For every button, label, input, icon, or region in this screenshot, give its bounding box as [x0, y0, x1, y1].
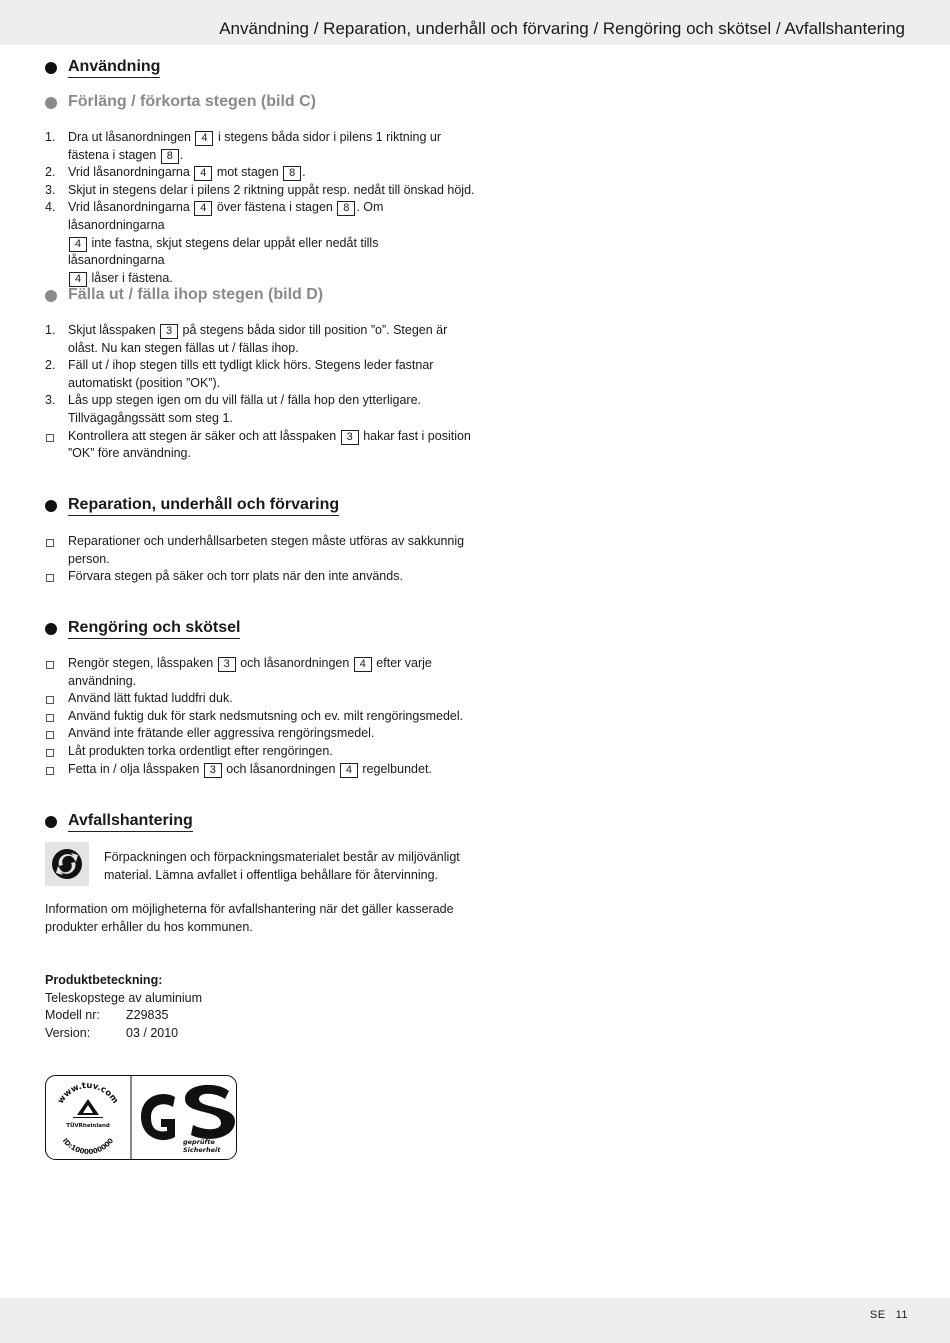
ref-number: 4	[195, 131, 213, 146]
product-info	[45, 972, 202, 1042]
ref-number: 3	[204, 763, 222, 778]
checkbox-bullet-icon	[46, 434, 54, 442]
version-row: Version: 03 / 2010	[45, 1025, 179, 1040]
ref-number: 3	[160, 324, 178, 339]
ref-number: 8	[161, 149, 179, 164]
heading-reparation: Reparation, underhåll och förvaring	[45, 496, 339, 516]
checkbox-bullet-icon	[46, 714, 54, 722]
ref-number: 3	[218, 657, 236, 672]
checkbox-bullet-icon	[46, 661, 54, 669]
reparation-items	[45, 533, 475, 586]
list-item: 1. Skjut låsspaken 3 på stegens båda sidor till position ”o”. Stegen är olåst. Nu kan stegen fällas ut / fällas ihop.	[45, 323, 448, 355]
forlang-steps	[45, 129, 475, 287]
list-item: Använd inte frätande eller aggressiva rengöringsmedel.	[45, 725, 475, 743]
bullet-icon	[45, 97, 57, 109]
heading-anvandning: Användning	[45, 58, 160, 78]
list-item: 2. Fäll ut / ihop stegen tills ett tydligt klick hörs. Stegens leder fastnar automatiskt (position ”OK”).	[45, 358, 434, 390]
list-item: Fetta in / olja låsspaken 3 och låsanordningen 4 regelbundet.	[45, 761, 475, 779]
svg-text:www.tuv.com: www.tuv.com	[56, 1080, 120, 1106]
svg-text:TÜVRheinland: TÜVRheinland	[66, 1123, 110, 1129]
list-item: Förvara stegen på säker och torr plats när den inte används.	[45, 568, 475, 586]
bullet-icon	[45, 290, 57, 302]
bullet-icon	[45, 500, 57, 512]
ref-number: 4	[340, 763, 358, 778]
ref-number: 8	[283, 166, 301, 181]
product-name: Teleskopstege av aluminium	[45, 990, 203, 1005]
ref-number: 4	[354, 657, 372, 672]
bullet-icon	[45, 816, 57, 828]
list-item: Reparationer och underhållsarbeten stegen måste utföras av sakkunnig person.	[45, 533, 475, 568]
heading-falla: Fälla ut / fälla ihop stegen (bild D)	[45, 286, 323, 305]
checkbox-bullet-icon	[46, 767, 54, 775]
checkbox-bullet-icon	[46, 539, 54, 547]
list-item: Använd fuktig duk för stark nedsmutsning och ev. milt rengöringsmedel.	[45, 708, 475, 726]
list-item: Använd lätt fuktad luddfri duk.	[45, 690, 475, 708]
ref-number: 8	[337, 201, 355, 216]
certification-logos	[45, 1075, 237, 1160]
svg-text:ID:1000000000: ID:1000000000	[60, 1136, 116, 1157]
footer-lang: SE	[869, 1309, 886, 1321]
falla-steps	[45, 322, 475, 463]
ref-number: 4	[194, 166, 212, 181]
checkbox-bullet-icon	[46, 696, 54, 704]
ref-number: 3	[341, 430, 359, 445]
ref-number: 4	[69, 272, 87, 287]
checkbox-bullet-icon	[46, 731, 54, 739]
svg-text:geprüfte: geprüfte	[183, 1138, 215, 1146]
heading-avfallshantering: Avfallshantering	[45, 812, 193, 832]
list-item: 3. Skjut in stegens delar i pilens 2 riktning uppåt resp. nedåt till önskad höjd.	[45, 182, 475, 197]
list-item: 4. Vrid låsanordningarna 4 över fästena i stagen 8 . Om låsanordningarna 4 inte fastna, skjut stegens delar uppåt eller nedåt tills låsanordningarna 4 låser i fästena.	[45, 200, 384, 285]
heading-forlang: Förläng / förkorta stegen (bild C)	[45, 93, 316, 112]
packaging-text: Förpackningen och förpackningsmaterialet består av miljövänligt material. Lämna avfallet i offentliga behållare för återvinning.	[104, 850, 460, 882]
page-header-title: Användning / Reparation, underhåll och förvaring / Rengöring och skötsel / Avfallshantering	[219, 19, 905, 38]
ref-number: 4	[194, 201, 212, 216]
footer-page: 11	[895, 1309, 908, 1321]
list-item: Rengör stegen, låsspaken 3 och låsanordningen 4 efter varje användning.	[45, 655, 475, 690]
list-item: Kontrollera att stegen är säker och att låsspaken 3 hakar fast i position ”OK” före användning.	[45, 428, 475, 463]
ref-number: 4	[69, 237, 87, 252]
model-row: Modell nr: Z29835	[45, 1008, 169, 1023]
disposal-info-text: Information om möjligheterna för avfallshantering när det gäller kasserade produkter erhåller du hos kommunen.	[45, 902, 454, 934]
bullet-icon	[45, 623, 57, 635]
list-item: 2. Vrid låsanordningarna 4 mot stagen 8 .	[45, 165, 306, 180]
rengoring-items	[45, 655, 475, 778]
page-number	[870, 1309, 908, 1321]
checkbox-bullet-icon	[46, 574, 54, 582]
list-item: 3. Lås upp stegen igen om du vill fälla ut / fälla hop den ytterligare. Tillvägagångssätt som steg 1.	[45, 393, 421, 425]
heading-rengoring: Rengöring och skötsel	[45, 619, 240, 639]
recycle-icon	[45, 842, 89, 886]
footer-bar	[0, 1298, 950, 1343]
list-item: 1. Dra ut låsanordningen 4 i stegens båda sidor i pilens 1 riktning ur fästena i stagen 8 .	[45, 130, 442, 162]
checkbox-bullet-icon	[46, 749, 54, 757]
svg-text:Sicherheit: Sicherheit	[183, 1146, 221, 1154]
bullet-icon	[45, 62, 57, 74]
list-item: Låt produkten torka ordentligt efter rengöringen.	[45, 743, 475, 761]
product-label: Produktbeteckning:	[45, 973, 163, 987]
